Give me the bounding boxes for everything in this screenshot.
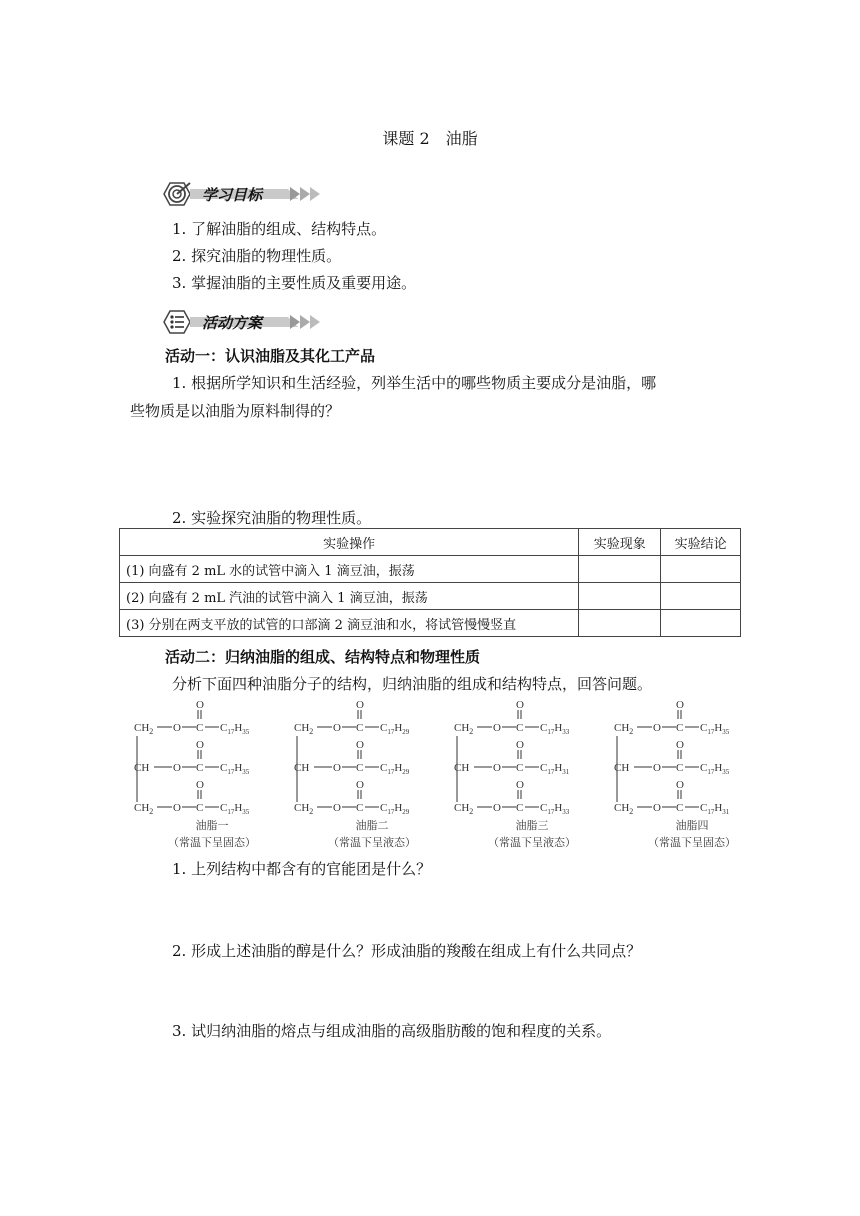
carbonyl-carbon: C: [516, 722, 524, 734]
ester-oxygen: O: [493, 762, 501, 774]
ester-row: [134, 739, 250, 776]
table-header-operation: 实验操作: [120, 529, 579, 556]
carbon-label: CH: [614, 762, 630, 774]
ester-row: [294, 739, 410, 776]
activity-2-heading: 活动二：归纳油脂的组成、结构特点和物理性质: [165, 648, 481, 666]
goal-3: 3. 掌握油脂的主要性质及重要用途。: [172, 274, 417, 292]
table-cell-blank[interactable]: [579, 583, 661, 610]
activity-2-question-1: 1. 上列结构中都含有的官能团是什么？: [172, 860, 432, 878]
table-header-phenomenon: 实验现象: [579, 529, 661, 556]
carbon-label: $CH_2$: [454, 722, 474, 736]
molecule-state: （常温下呈液态）: [488, 837, 576, 849]
carbon-label: $CH_2$: [454, 802, 474, 816]
molecule-structure: [292, 695, 452, 855]
table-cell-operation: (2) 向盛有 2 mL 汽油的试管中滴入 1 滴豆油，振荡: [120, 583, 579, 610]
activity-2-intro: 分析下面四种油脂分子的结构，归纳油脂的组成和结构特点，回答问题。: [172, 675, 653, 693]
target-icon: [164, 183, 190, 205]
table-row: [120, 610, 741, 637]
page-title: 课题 2 油脂: [382, 129, 478, 148]
table-cell-blank[interactable]: [661, 583, 741, 610]
alkyl-chain: $C_{17}H_{35}$: [700, 722, 730, 736]
molecule-state: （常温下呈液态）: [328, 837, 416, 849]
carbon-label: $CH_2$: [294, 802, 314, 816]
carbon-label: $CH_2$: [134, 722, 154, 736]
carbonyl-carbon: C: [676, 802, 684, 814]
goal-2: 2. 探究油脂的物理性质。: [172, 247, 342, 265]
ester-row: [134, 779, 250, 816]
activity-1-question-1-line-1: 1. 根据所学知识和生活经验，列举生活中的哪些物质主要成分是油脂，哪: [172, 374, 657, 392]
carbon-label: $CH_2$: [294, 722, 314, 736]
table-cell-blank[interactable]: [661, 556, 741, 583]
carbonyl-carbon: C: [196, 802, 204, 814]
alkyl-chain: $C_{17}H_{33}$: [540, 722, 570, 736]
goal-1: 1. 了解油脂的组成、结构特点。: [172, 220, 387, 238]
ester-oxygen: O: [173, 722, 181, 734]
molecule-name: 油脂二: [355, 820, 389, 832]
carbonyl-carbon: C: [356, 722, 364, 734]
molecule-structure: [452, 695, 612, 855]
activity-plan-banner: [160, 305, 325, 339]
ester-oxygen: O: [653, 722, 661, 734]
ester-row: [454, 739, 570, 776]
ester-row: [294, 699, 410, 736]
learning-goals-label: 学习目标: [202, 186, 263, 204]
carbonyl-carbon: C: [676, 722, 684, 734]
table-cell-blank[interactable]: [661, 610, 741, 637]
molecule-state: （常温下呈固态）: [168, 837, 256, 849]
ester-oxygen: O: [493, 722, 501, 734]
molecule-name: 油脂四: [675, 820, 709, 832]
carbonyl-carbon: C: [356, 762, 364, 774]
table-cell-operation: (3) 分别在两支平放的试管的口部滴 2 滴豆油和水，将试管慢慢竖直: [120, 610, 579, 637]
learning-goals-banner: [160, 177, 325, 211]
ester-row: [614, 699, 730, 736]
carbonyl-oxygen: O: [676, 779, 684, 791]
carbonyl-oxygen: O: [196, 779, 204, 791]
molecule-name: 油脂一: [195, 820, 229, 832]
list-icon: [164, 311, 190, 333]
carbonyl-oxygen: O: [516, 699, 524, 711]
carbon-label: $CH_2$: [614, 802, 634, 816]
ester-oxygen: O: [333, 722, 341, 734]
table-row: [120, 583, 741, 610]
table-cell-blank[interactable]: [579, 610, 661, 637]
carbonyl-oxygen: O: [196, 739, 204, 751]
table-cell-operation: (1) 向盛有 2 mL 水的试管中滴入 1 滴豆油，振荡: [120, 556, 579, 583]
carbonyl-oxygen: O: [676, 739, 684, 751]
alkyl-chain: $C_{17}H_{31}$: [700, 802, 730, 816]
alkyl-chain: $C_{17}H_{33}$: [540, 802, 570, 816]
carbonyl-carbon: C: [196, 762, 204, 774]
carbonyl-carbon: C: [516, 802, 524, 814]
table-header-row: [120, 529, 741, 556]
carbonyl-carbon: C: [676, 762, 684, 774]
carbonyl-oxygen: O: [676, 699, 684, 711]
carbonyl-oxygen: O: [356, 699, 364, 711]
ester-row: [614, 779, 730, 816]
ester-row: [454, 779, 570, 816]
table-cell-blank[interactable]: [579, 556, 661, 583]
table-header-conclusion: 实验结论: [661, 529, 741, 556]
carbon-label: CH: [454, 762, 470, 774]
alkyl-chain: $C_{17}H_{29}$: [380, 762, 410, 776]
ester-oxygen: O: [173, 802, 181, 814]
alkyl-chain: $C_{17}H_{35}$: [700, 762, 730, 776]
alkyl-chain: $C_{17}H_{31}$: [540, 762, 570, 776]
ester-oxygen: O: [333, 802, 341, 814]
carbonyl-oxygen: O: [516, 739, 524, 751]
molecule-state: （常温下呈固态）: [648, 837, 736, 849]
ester-row: [614, 739, 730, 776]
activity-2-question-2: 2. 形成上述油脂的醇是什么？形成油脂的羧酸在组成上有什么共同点？: [172, 942, 642, 960]
molecule-structure: [132, 695, 292, 855]
ester-oxygen: O: [653, 762, 661, 774]
ester-oxygen: O: [173, 762, 181, 774]
alkyl-chain: $C_{17}H_{35}$: [220, 802, 250, 816]
ester-row: [134, 699, 250, 736]
ester-row: [294, 779, 410, 816]
molecule-structure: [612, 695, 772, 855]
carbonyl-oxygen: O: [516, 779, 524, 791]
ester-oxygen: O: [333, 762, 341, 774]
activity-plan-label: 活动方案: [202, 314, 263, 332]
table-row: [120, 556, 741, 583]
alkyl-chain: $C_{17}H_{29}$: [380, 722, 410, 736]
carbon-label: CH: [294, 762, 310, 774]
molecule-name: 油脂三: [515, 820, 549, 832]
carbonyl-oxygen: O: [196, 699, 204, 711]
alkyl-chain: $C_{17}H_{35}$: [220, 722, 250, 736]
carbonyl-oxygen: O: [356, 779, 364, 791]
carbonyl-oxygen: O: [356, 739, 364, 751]
ester-row: [454, 699, 570, 736]
alkyl-chain: $C_{17}H_{35}$: [220, 762, 250, 776]
ester-oxygen: O: [653, 802, 661, 814]
alkyl-chain: $C_{17}H_{29}$: [380, 802, 410, 816]
ester-oxygen: O: [493, 802, 501, 814]
experiment-table: [119, 528, 741, 637]
activity-1-question-1-line-2: 些物质是以油脂为原料制得的？: [130, 402, 341, 420]
carbon-label: $CH_2$: [134, 802, 154, 816]
activity-1-question-2: 2. 实验探究油脂的物理性质。: [172, 509, 372, 527]
carbon-label: $CH_2$: [614, 722, 634, 736]
carbon-label: CH: [134, 762, 150, 774]
activity-1-heading: 活动一：认识油脂及其化工产品: [165, 347, 376, 365]
carbonyl-carbon: C: [196, 722, 204, 734]
carbonyl-carbon: C: [516, 762, 524, 774]
activity-2-question-3: 3. 试归纳油脂的熔点与组成油脂的高级脂肪酸的饱和程度的关系。: [172, 1022, 612, 1040]
carbonyl-carbon: C: [356, 802, 364, 814]
